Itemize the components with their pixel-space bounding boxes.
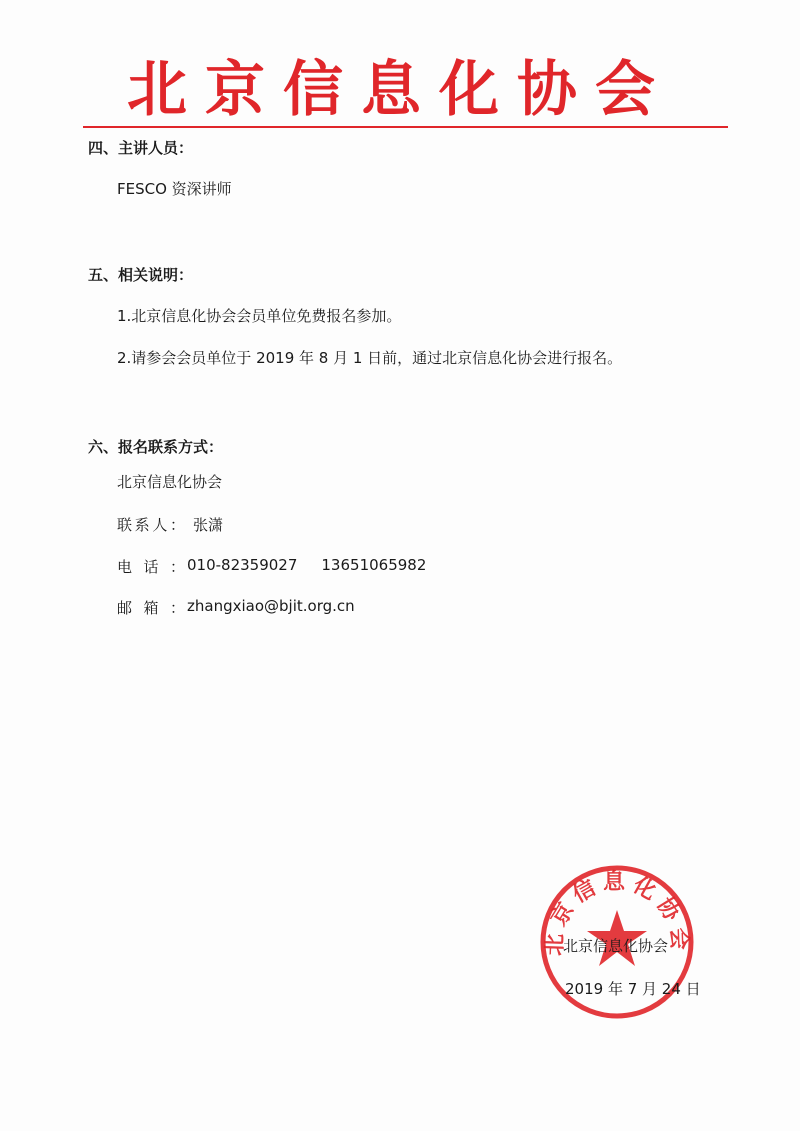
contact-email-label: 邮 箱 ： bbox=[117, 599, 185, 617]
section-6-heading: 六、报名联系方式： bbox=[88, 438, 224, 456]
contact-person-label: 联 系 人 ： bbox=[117, 516, 185, 534]
contact-email-row bbox=[117, 597, 355, 618]
section-4-heading: 四、主讲人员： bbox=[88, 139, 194, 157]
signature-org: 北京信息化协会 bbox=[563, 937, 669, 955]
contact-person-value: 张潇 bbox=[193, 516, 224, 534]
section-4-line-1: FESCO 资深讲师 bbox=[117, 180, 232, 198]
contact-phone-value-1: 010-82359027 bbox=[187, 556, 298, 574]
seal-text: 北京信息化协会 bbox=[542, 870, 692, 957]
signature-date: 2019 年 7 月 24 日 bbox=[565, 980, 701, 998]
contact-phone-row bbox=[117, 556, 426, 577]
contact-email-value: zhangxiao@bjit.org.cn bbox=[187, 597, 355, 615]
section-5-line-1: 1.北京信息化协会会员单位免费报名参加。 bbox=[117, 307, 402, 325]
contact-phone-value-2: 13651065982 bbox=[321, 556, 427, 574]
letterhead-title: 北京信息化协会 bbox=[127, 55, 673, 125]
contact-phone-label: 电 话 ： bbox=[117, 558, 185, 576]
letterhead-rule bbox=[83, 126, 728, 128]
contact-org-name: 北京信息化协会 bbox=[117, 473, 223, 491]
contact-person-row bbox=[117, 514, 223, 535]
section-5-line-2: 2.请参会会员单位于 2019 年 8 月 1 日前，通过北京信息化协会进行报名。 bbox=[117, 349, 623, 367]
section-5-heading: 五、相关说明： bbox=[88, 266, 194, 284]
